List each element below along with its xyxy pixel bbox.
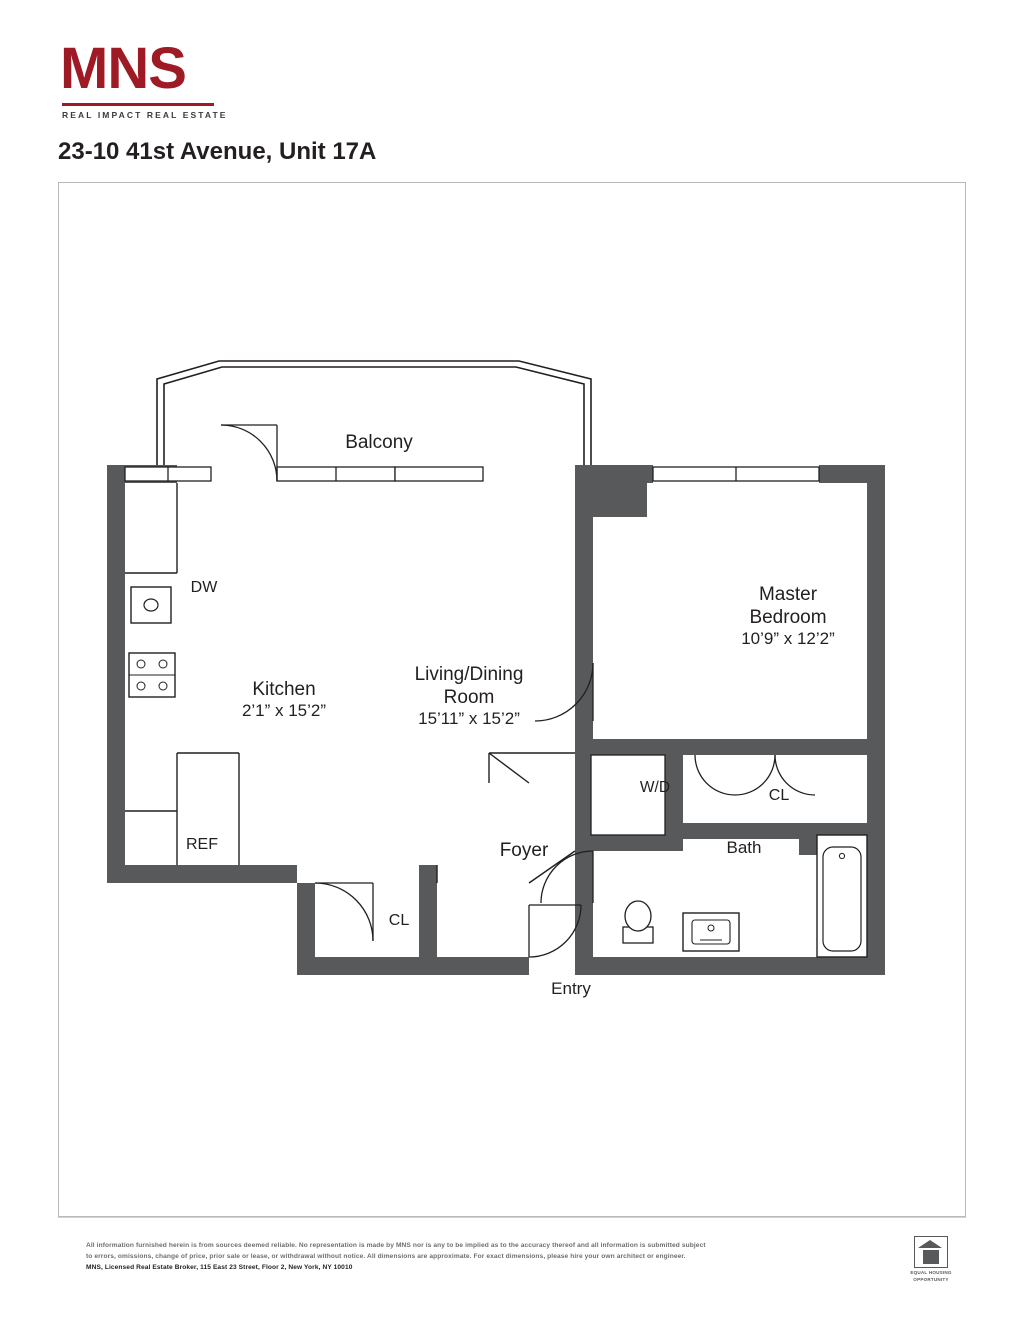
kitchen-dimensions: 2’1” x 15’2” xyxy=(241,701,327,721)
appliance-label-refrigerator: REF xyxy=(186,836,218,853)
room-label-closet-bedroom: CL xyxy=(768,787,790,804)
room-label-master-bedroom xyxy=(663,583,913,650)
living-line1: Living/Dining xyxy=(414,664,524,685)
appliance-label-dishwasher: DW xyxy=(190,579,218,596)
room-label-living-dining xyxy=(349,663,589,730)
room-label-entry: Entry xyxy=(551,979,591,998)
logo-divider xyxy=(62,103,214,106)
logo-wordmark: MNS xyxy=(60,36,186,101)
room-label-bath: Bath xyxy=(726,838,762,857)
room-label-balcony: Balcony xyxy=(345,432,413,453)
page-title: 23-10 41st Avenue, Unit 17A xyxy=(58,138,377,165)
floorplan-frame xyxy=(58,182,966,1217)
mns-logo xyxy=(60,36,280,120)
master-dimensions: 10’9” x 12’2” xyxy=(741,629,835,649)
room-label-closet-foyer: CL xyxy=(388,912,410,929)
equal-housing-opportunity xyxy=(902,1236,960,1284)
equal-housing-icon xyxy=(914,1236,948,1268)
disclaimer-line-1: All information furnished herein is from sources deemed reliable. No representation is made by MNS nor is any to be implied as to the accuracy thereof and all information is submitted subject xyxy=(86,1242,706,1249)
room-label-foyer: Foyer xyxy=(499,840,549,861)
living-line2: Room xyxy=(443,687,495,709)
master-line1: Master xyxy=(758,584,818,605)
disclaimer xyxy=(86,1241,876,1274)
footer-divider xyxy=(58,1217,966,1218)
floorplan-drawing xyxy=(59,183,967,1218)
eho-line-2: OPPORTUNITY xyxy=(913,1276,949,1282)
eho-line-1: EQUAL HOUSING xyxy=(910,1270,952,1275)
appliance-label-washer-dryer: W/D xyxy=(639,779,671,796)
disclaimer-line-3: MNS, Licensed Real Estate Broker, 115 East 23 Street, Floor 2, New York, NY 10010 xyxy=(86,1263,353,1271)
master-line2: Bedroom xyxy=(749,607,827,629)
disclaimer-line-2: to errors, omissions, change of price, prior sale or lease, or withdrawal without notice. All dimensions are approximate. For exact dimensions, please hire your own architect or engineer. xyxy=(86,1252,686,1260)
kitchen-name: Kitchen xyxy=(252,679,316,700)
living-dimensions: 15’11” x 15’2” xyxy=(418,709,520,729)
logo-tagline: REAL IMPACT REAL ESTATE xyxy=(62,110,228,120)
